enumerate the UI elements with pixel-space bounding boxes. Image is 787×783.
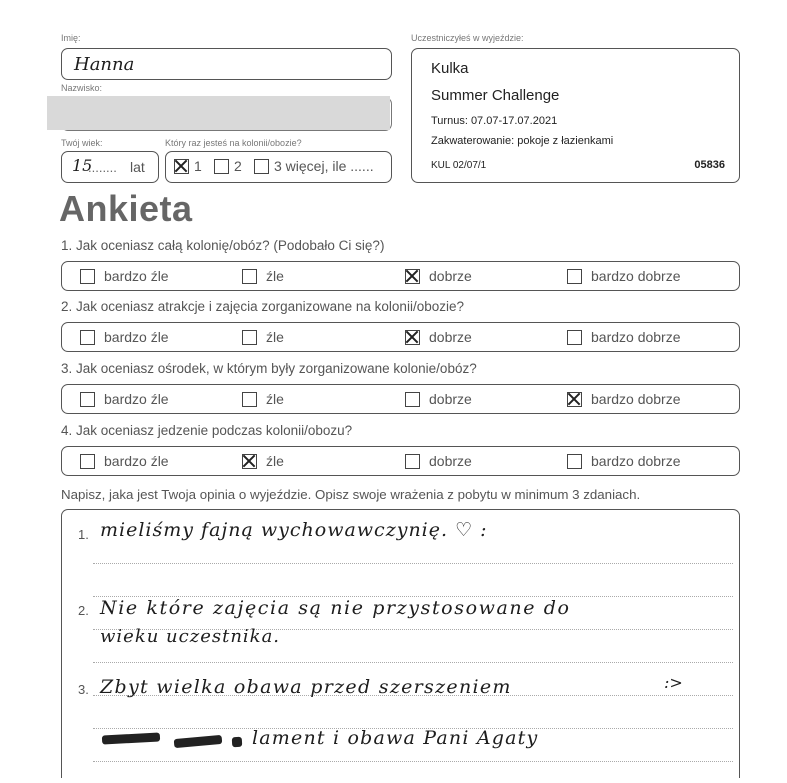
age-label: Twój wiek: [61, 138, 103, 148]
redaction-block [47, 96, 390, 130]
q4-zle-checkbox[interactable] [242, 454, 257, 469]
answer-2-number: 2. [78, 603, 89, 618]
question-2-options [61, 322, 740, 352]
camp-count-label: Który raz jesteś na kolonii/obozie? [165, 138, 302, 148]
q4-bardzo-dobrze-label: bardzo dobrze [591, 453, 681, 469]
q4-dobrze-checkbox[interactable] [405, 454, 420, 469]
age-field[interactable] [61, 151, 159, 183]
writing-line [93, 563, 733, 564]
question-4-options [61, 446, 740, 476]
answer-2-continued-text: wieku uczestnika. [100, 626, 281, 647]
trip-label: Uczestniczyłeś w wyjeździe: [411, 33, 524, 43]
trip-turn: Turnus: 07.07-17.07.2021 [431, 115, 558, 127]
q3-dobrze-label: dobrze [429, 391, 472, 407]
answer-2-text: Nie które zajęcia są nie przystosowane do [100, 597, 571, 619]
q3-bardzo-dobrze-label: bardzo dobrze [591, 391, 681, 407]
camp-count-field [165, 151, 392, 183]
q3-bardzo-zle-checkbox[interactable] [80, 392, 95, 407]
trip-name-line1: Kulka [431, 60, 469, 77]
q4-bardzo-zle-checkbox[interactable] [80, 454, 95, 469]
q4-bardzo-dobrze-checkbox[interactable] [567, 454, 582, 469]
answer-3-number: 3. [78, 682, 89, 697]
q3-bardzo-dobrze-checkbox[interactable] [567, 392, 582, 407]
age-dots: ........ [88, 160, 117, 175]
q2-zle-checkbox[interactable] [242, 330, 257, 345]
age-unit: lat [130, 159, 145, 175]
writing-line [93, 662, 733, 663]
q1-zle-label: źle [266, 268, 284, 284]
q4-dobrze-label: dobrze [429, 453, 472, 469]
opinion-prompt: Napisz, jaka jest Twoja opinia o wyjeździe. Opisz swoje wrażenia z pobytu w minimum 3 zdaniach. [61, 487, 641, 502]
q1-bardzo-zle-checkbox[interactable] [80, 269, 95, 284]
question-1-text: 1. Jak oceniasz całą kolonię/obóz? (Podobało Ci się?) [61, 238, 385, 253]
answer-3-continued-text: lament i obawa Pani Agaty [252, 727, 539, 749]
survey-title: Ankieta [59, 188, 193, 229]
q2-dobrze-label: dobrze [429, 329, 472, 345]
trip-code: KUL 02/07/1 [431, 160, 487, 171]
answer-3-emoticon: :> [664, 673, 683, 692]
q2-zle-label: źle [266, 329, 284, 345]
first-name-field[interactable] [61, 48, 392, 80]
q3-bardzo-zle-label: bardzo źle [104, 391, 169, 407]
question-1-options [61, 261, 740, 291]
q4-zle-label: źle [266, 453, 284, 469]
answer-1-number: 1. [78, 527, 89, 542]
q4-bardzo-zle-label: bardzo źle [104, 453, 169, 469]
question-3-options [61, 384, 740, 414]
q1-bardzo-zle-label: bardzo źle [104, 268, 169, 284]
crossed-out-word [232, 737, 243, 748]
q3-zle-checkbox[interactable] [242, 392, 257, 407]
q1-bardzo-dobrze-label: bardzo dobrze [591, 268, 681, 284]
q2-dobrze-checkbox[interactable] [405, 330, 420, 345]
q2-bardzo-dobrze-label: bardzo dobrze [591, 329, 681, 345]
camp-count-option-1-checkbox[interactable] [174, 159, 189, 174]
q2-bardzo-dobrze-checkbox[interactable] [567, 330, 582, 345]
trip-name-line2: Summer Challenge [431, 87, 560, 104]
age-value: 15 [72, 156, 93, 175]
q1-bardzo-dobrze-checkbox[interactable] [567, 269, 582, 284]
q3-dobrze-checkbox[interactable] [405, 392, 420, 407]
trip-info-box [411, 48, 740, 183]
q2-bardzo-zle-checkbox[interactable] [80, 330, 95, 345]
q2-bardzo-zle-label: bardzo źle [104, 329, 169, 345]
answer-1-text: mieliśmy fajną wychowawczynię. ♡ : [100, 519, 488, 541]
trip-number: 05836 [694, 159, 725, 171]
question-3-text: 3. Jak oceniasz ośrodek, w którym były zorganizowane kolonie/obóz? [61, 361, 477, 376]
camp-count-option-1: 1 [194, 158, 202, 174]
q1-dobrze-label: dobrze [429, 268, 472, 284]
q1-zle-checkbox[interactable] [242, 269, 257, 284]
question-4-text: 4. Jak oceniasz jedzenie podczas kolonii/obozu? [61, 423, 353, 438]
first-name-label: Imię: [61, 33, 81, 43]
first-name-value: Hanna [74, 54, 135, 75]
writing-line [93, 761, 733, 762]
camp-count-option-2-checkbox[interactable] [214, 159, 229, 174]
trip-accommodation: Zakwaterowanie: pokoje z łazienkami [431, 135, 614, 147]
last-name-label: Nazwisko: [61, 83, 103, 93]
answer-3-text: Zbyt wielka obawa przed szerszeniem [100, 676, 512, 698]
q1-dobrze-checkbox[interactable] [405, 269, 420, 284]
camp-count-option-3-checkbox[interactable] [254, 159, 269, 174]
camp-count-option-3: 3 więcej, ile ...... [274, 158, 374, 174]
camp-count-option-2: 2 [234, 158, 242, 174]
question-2-text: 2. Jak oceniasz atrakcje i zajęcia zorganizowane na kolonii/obozie? [61, 299, 464, 314]
q3-zle-label: źle [266, 391, 284, 407]
